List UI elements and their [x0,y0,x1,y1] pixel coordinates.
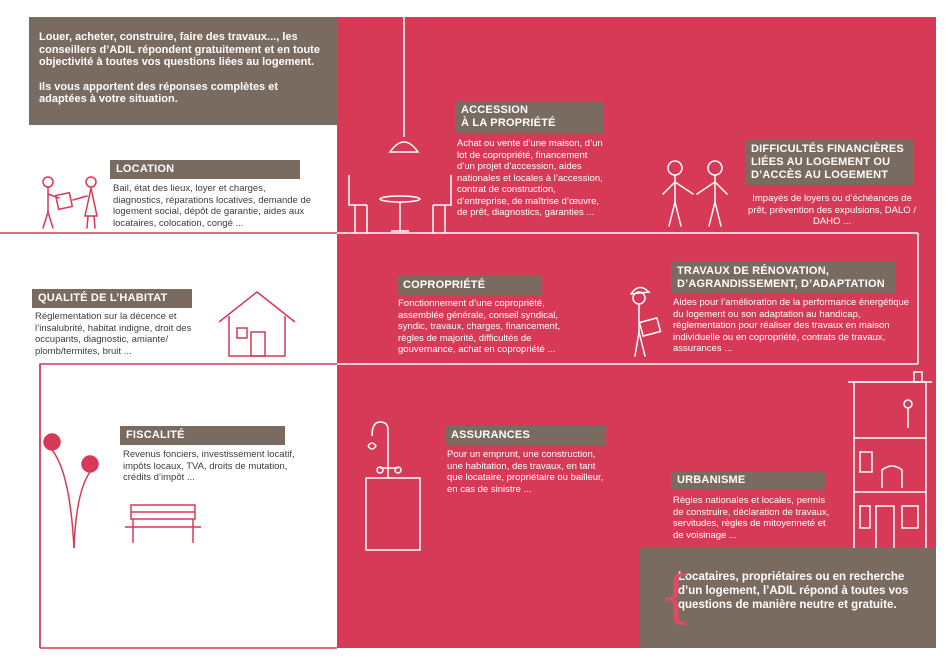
intro-paragraph-1: Louer, acheter, construire, faire des travaux..., les conseillers d’ADIL répondent gratuitement et en toute objectivité à toutes vos questions liées au logement. [39,31,320,68]
fiscalite-text: Revenus fonciers, investissement locatif, impôts locaux, TVA, droits de mutation, crédits d’impôt ... [123,449,295,483]
assurances-text: Pour un emprunt, une construction, une habitation, des travaux, en tant que locataire, propriétaire ou bailleur, en cas de sinistre ... [447,449,604,495]
difficultes-text: Impayés de loyers ou d’échéances de prêt, prévention des expulsions, DALO / DAHO ... [748,193,916,227]
ceiling-lamp-icon [384,17,424,157]
copropriete-text: Fonctionnement d’une copropriété, assemblée générale, conseil syndical, syndic, travaux, charges, financement, règles de majorité, difficultés de gouvernance, achat en copropriété ... [398,298,561,355]
fiscalite-heading: FISCALITÉ [120,426,285,445]
table-chairs-icon [345,175,455,235]
copropriete-heading: COPROPRIÉTÉ [397,276,542,295]
family-icon [35,172,105,232]
location-text: Bail, état des lieux, loyer et charges, diagnostics, réparations locatives, demande de logement social, dépôt de garantie, aides aux locataires, colocation, congé ... [113,183,312,229]
location-heading: LOCATION [110,160,300,179]
difficultes-heading-line-3: D’ACCÈS AU LOGEMENT [751,169,889,181]
townhouse-icon [848,370,933,550]
accession-heading-line-2: À LA PROPRIÉTÉ [461,117,556,129]
bench-icon [125,505,205,545]
closing-brace: { [658,565,694,630]
accession-heading [455,101,603,133]
closing-box [640,548,936,648]
qualite-heading: QUALITÉ DE L’HABITAT [32,289,192,308]
travaux-text: Aides pour l’amélioration de la performance énergétique du logement ou son adaptation au handicap, réglementation pour réaliser des travaux en maison individuelle ou en copropriété, contrats de travaux, assurances ... [673,297,910,354]
travaux-heading [671,262,896,294]
accession-heading-line-1: ACCESSION [461,104,529,116]
assurances-heading: ASSURANCES [445,426,605,445]
difficultes-heading-line-1: DIFFICULTÉS FINANCIÈRES [751,143,904,155]
closing-text: Locataires, propriétaires ou en recherche d’un logement, l’ADIL répond à toutes vos questions de manière neutre et gratuite. [678,571,909,611]
street-lamp-icon [40,432,110,552]
faucet-icon [362,420,432,550]
intro-paragraph-2: Ils vous apportent des réponses complètes et adaptées à votre situation. [39,80,279,105]
couple-icon [655,160,735,230]
travaux-heading-line-1: TRAVAUX DE RÉNOVATION, [677,265,830,277]
qualite-text: Réglementation sur la décence et l’insalubrité, habitat indigne, droit des occupants, diagnostic, amiante/ plomb/termites, bruit ... [35,311,192,357]
accession-text: Achat ou vente d’une maison, d’un lot de copropriété, financement d’un projet d’accession, aides nationales et locales à l’accession, contrat de construction, d’entreprise, de maîtrise d’œuvre, de prêt, diagnostics, garanties ... [457,138,603,218]
house-icon [215,290,305,360]
difficultes-heading-line-2: LIÉES AU LOGEMENT OU [751,156,891,168]
difficultes-heading [745,140,913,185]
urbanisme-heading: URBANISME [671,471,826,490]
travaux-heading-line-2: D’AGRANDISSEMENT, D’ADAPTATION [677,278,885,290]
worker-icon [623,280,673,360]
urbanisme-text: Règles nationales et locales, permis de construire, déclaration de travaux, servitudes, règles de mitoyenneté et de voisinage ... [673,495,830,541]
